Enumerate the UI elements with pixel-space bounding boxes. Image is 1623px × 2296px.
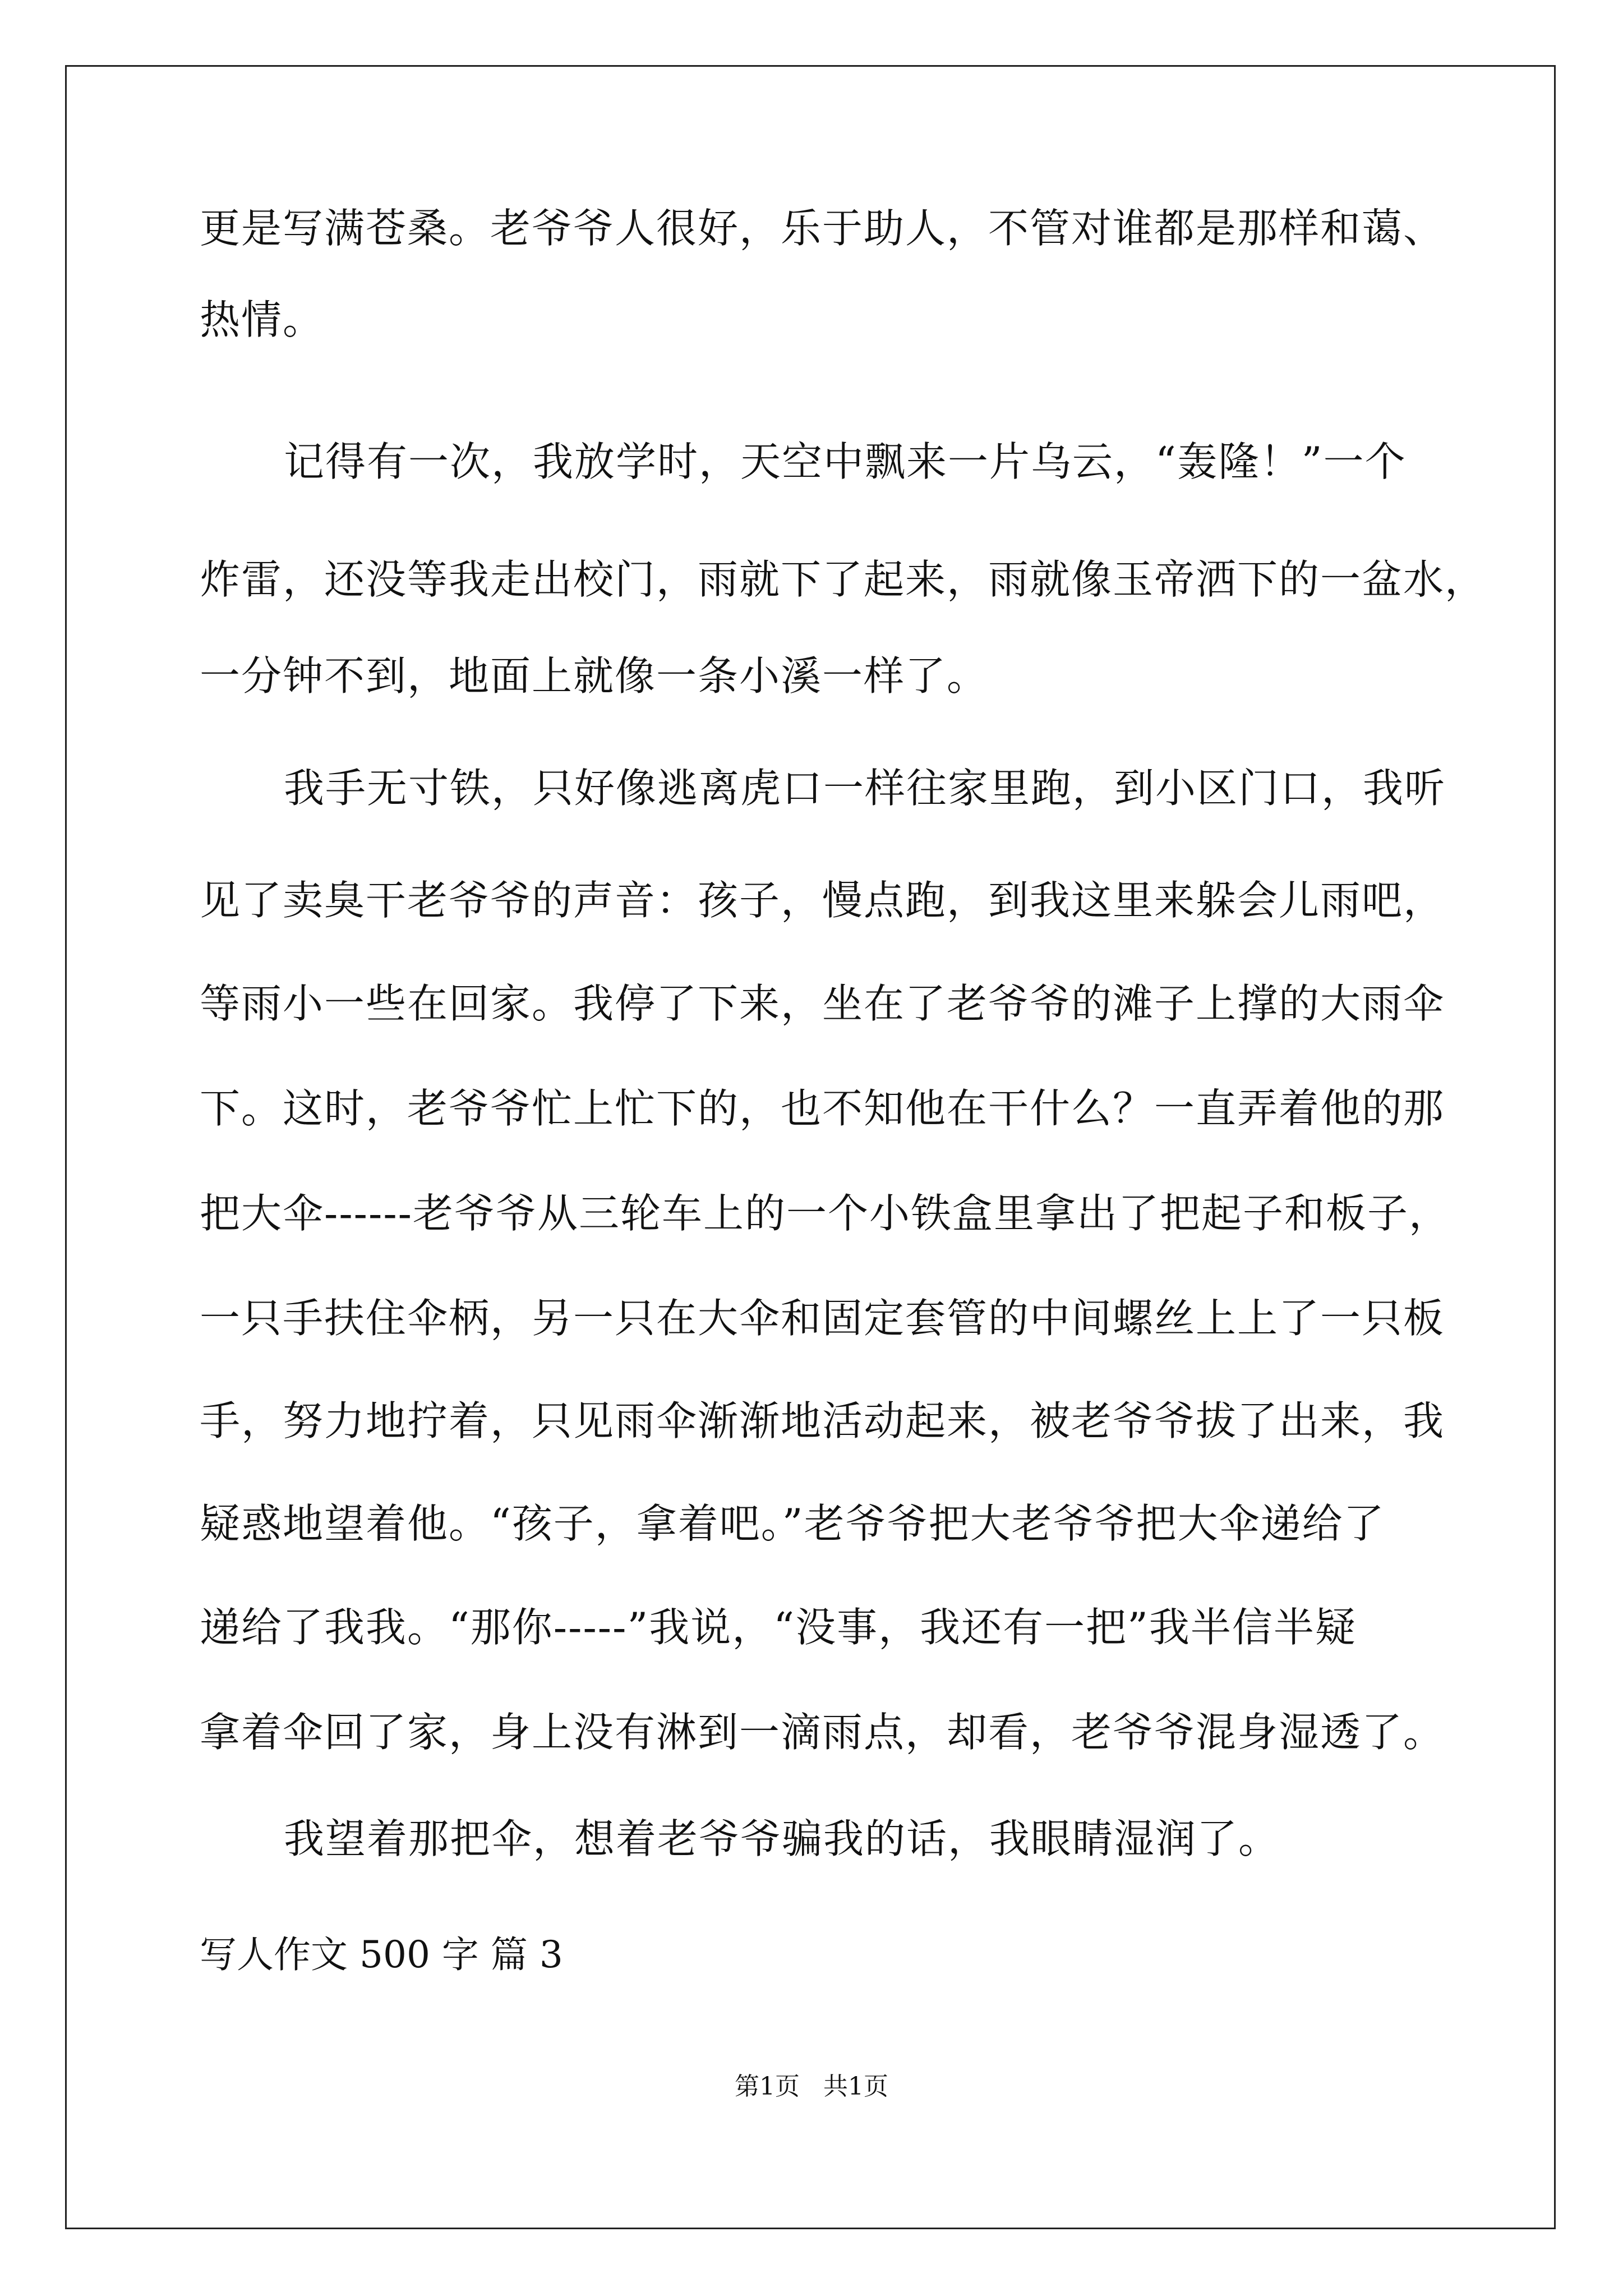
paragraph-line: 手，努力地拧着，只见雨伞渐渐地活动起来，被老爷爷拔了出来，我 xyxy=(200,1397,1445,1444)
paragraph-line: 把大伞------老爷爷从三轮车上的一个小铁盒里拿出了把起子和板子， xyxy=(200,1190,1450,1237)
paragraph-line: 等雨小一些在回家。我停了下来，坐在了老爷爷的滩子上撑的大雨伞 xyxy=(200,980,1445,1027)
paragraph-line: 一分钟不到，地面上就像一条小溪一样了。 xyxy=(200,652,989,700)
page-border xyxy=(65,65,1556,2229)
paragraph-line: 一只手扶住伞柄，另一只在大伞和固定套管的中间螺丝上上了一只板 xyxy=(200,1295,1445,1342)
paragraph-line: 热情。 xyxy=(200,296,325,343)
paragraph-line: 炸雷，还没等我走出校门，雨就下了起来，雨就像玉帝洒下的一盆水， xyxy=(200,556,1487,603)
section-heading: 写人作文 500 字 篇 3 xyxy=(200,1933,563,1976)
paragraph-line: 下。这时，老爷爷忙上忙下的，也不知他在干什么？一直弄着他的那 xyxy=(200,1085,1445,1132)
paragraph-line: 见了卖臭干老爷爷的声音：孩子，慢点跑，到我这里来躲会儿雨吧， xyxy=(200,877,1445,924)
paragraph-line: 拿着伞回了家，身上没有淋到一滴雨点，却看，老爷爷混身湿透了。 xyxy=(200,1709,1445,1756)
paragraph-line: 递给了我我。“那你-----”我说，“没事，我还有一把”我半信半疑 xyxy=(200,1604,1357,1651)
paragraph-line: 记得有一次，我放学时，天空中飘来一片乌云，“轰隆！”一个 xyxy=(284,438,1407,485)
paragraph-line: 我手无寸铁，只好像逃离虎口一样往家里跑，到小区门口，我听 xyxy=(284,765,1446,812)
paragraph-line: 疑惑地望着他。“孩子，拿着吧。”老爷爷把大老爷爷把大伞递给了 xyxy=(200,1500,1385,1547)
page-footer: 第1页 共1页 xyxy=(735,2072,888,2101)
paragraph-line: 我望着那把伞，想着老爷爷骗我的话，我眼睛湿润了。 xyxy=(284,1815,1280,1862)
paragraph-line: 更是写满苍桑。老爷爷人很好，乐于助人，不管对谁都是那样和蔼、 xyxy=(200,205,1445,252)
